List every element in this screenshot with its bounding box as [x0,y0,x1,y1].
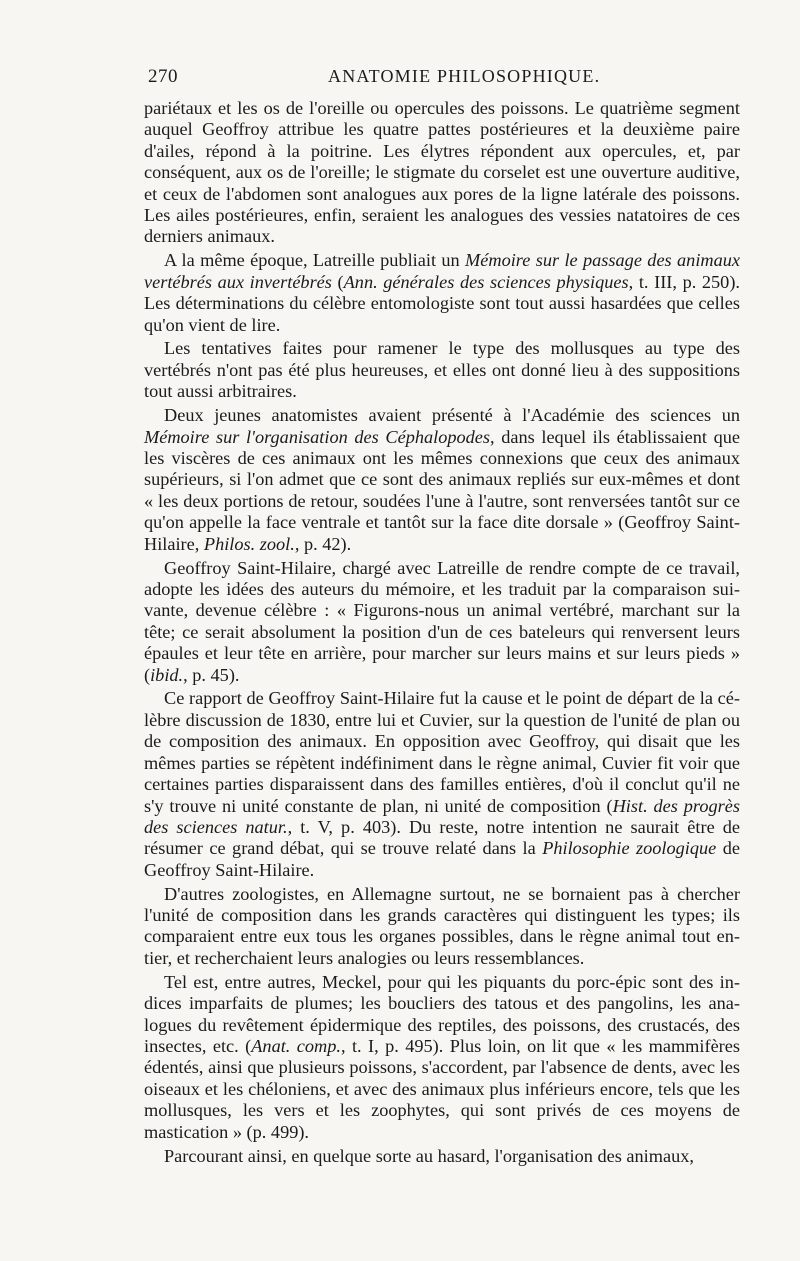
italic-citation: ibid. [150,664,184,685]
paragraph [144,338,740,402]
paragraph [144,1146,740,1167]
paragraph [144,250,740,336]
text-run: , dans lequel ils établissaient que les viscères de ces animaux ont les mêmes connexions que ceux des animaux supérieurs, si l'on admet que ce sont des animaux repliés sur eux-mêmes et dont « les deux portions de retour, soudées l'une à l'autre, sont renversées tantôt sur ce qu'on appelle la face ventrale et tantôt sur la face dite dorsale » (Geoffroy Saint-Hilaire, [144,426,740,554]
italic-citation: Philos. zool. [203,533,295,554]
text-run: Les tentatives faites pour ramener le type des mollusques au type des vertébrés n'ont pas été plus heureuses, et elles ont donné lieu à des suppositions tout aussi arbitraires. [144,338,740,402]
paragraph [144,98,740,248]
text-run: Ce rapport de Geoffroy Saint-Hilaire fut la cause et le point de départ de la célèbre discussion de 1830, entre lui et Cuvier, sur la question de l'unité de plan ou de composition des animaux. En opposition avec Geoffroy, qui disait que les mêmes parties se répètent indéfiniment dans le règne animal, Cuvier fit voir que certaines parties disparaissent dans des familles entières, d'où il conclut qu'il ne s'y trouve ni unité constante de plan, ni unité de composition ( [144,688,740,816]
text-run: Parcourant ainsi, en quelque sorte au hasard, l'organisation des animaux, [164,1145,694,1166]
text-run: ( [331,271,344,292]
text-run: , t. I, p. 495). Plus loin, on lit que « les mammifères édentés, ainsi que plusieurs poissons, s'accordent, par l'absence de dents, avec les oiseaux et les chéloniens, et avec des animaux plus inférieurs encore, tels que les mollusques, les vers et les zoophytes, qui sont privés de ces moyens de mastication » (p. 499). [144,1035,740,1142]
paragraph [144,884,740,970]
italic-citation: Mémoire sur le passage des animaux vertébrés aux invertébrés [144,250,740,292]
italic-citation: Hist. des progrès des sciences natur. [144,795,740,837]
text-run: Deux jeunes anatomistes avaient présenté à l'Académie des sciences un [164,405,740,426]
text-run: , p. 45). [183,664,240,685]
text-run: Geoffroy Saint-Hilaire, chargé avec Latreille de rendre compte de ce travail, adopte les idées des auteurs du mémoire, et les traduit par la comparaison suivante, devenue célèbre : « Figurons-nous un animal vertébré, marchant sur la tête; ce serait absolument la position d'un de ces bateleurs qui renversent leurs épaules et leur tête en arrière, pour marcher sur leurs mains et sur leurs pieds » ( [144,557,740,685]
paragraph [144,972,740,1143]
page-header [148,66,748,90]
text-run: de Geoffroy Saint-Hilaire. [144,838,740,880]
body-text [144,98,740,1169]
paragraph [144,688,740,881]
text-run: , t. III, p. 250). Les déterminations du célèbre entomologiste sont tout aussi hasardées que celles qu'on vient de lire. [144,271,740,335]
text-run: , p. 42). [294,533,352,554]
text-run: Tel est, entre autres, Meckel, pour qui les piquants du porc-épic sont des indices imparfaits de plumes; les boucliers des tatous et des pangolins, les analogues du revêtement épidermique des reptiles, des poissons, des crustacés, des insectes, etc. ( [144,971,740,1056]
text-run: D'autres zoologistes, en Allemagne surtout, ne se bornaient pas à chercher l'unité de composition dans les grands caractères qui distinguent les types; ils comparaient entre eux tous les organes possibles, dans le règne animal tout entier, et recherchaient leurs analogies ou leurs ressemblances. [144,883,740,968]
italic-citation: Philosophie zoologique [542,838,717,859]
text-run: A la même époque, Latreille publiait un [164,250,466,271]
paragraph [144,558,740,686]
paragraph [144,405,740,555]
text-run: pariétaux et les os de l'oreille ou opercules des poissons. Le quatrième segment auquel Geoffroy attribue les quatre pattes postérieures et la deuxième paire d'ailes, répond à la poitrine. Les élytres répondent aux opercules, et, par conséquent, aux os de l'oreille; le stigmate du corselet est une ouverture auditive, et ceux de l'abdomen sont analogues aux pores de la ligne latérale des poissons. Les ailes postérieures, enfin, seraient les analogues des vessies natatoires de ces derniers animaux. [144,98,740,247]
italic-citation: Ann. générales des sciences physiques [343,271,629,292]
italic-citation: Mémoire sur l'organisation des Céphalopodes [144,426,490,447]
text-run: , t. V, p. 403). Du reste, notre intention ne saurait être de résumer ce grand débat, qui se trouve relaté dans la [144,816,740,859]
italic-citation: Anat. comp. [251,1035,341,1056]
page-number: 270 [148,66,178,87]
running-title: ANATOMIE PHILOSOPHIQUE. [328,66,601,86]
